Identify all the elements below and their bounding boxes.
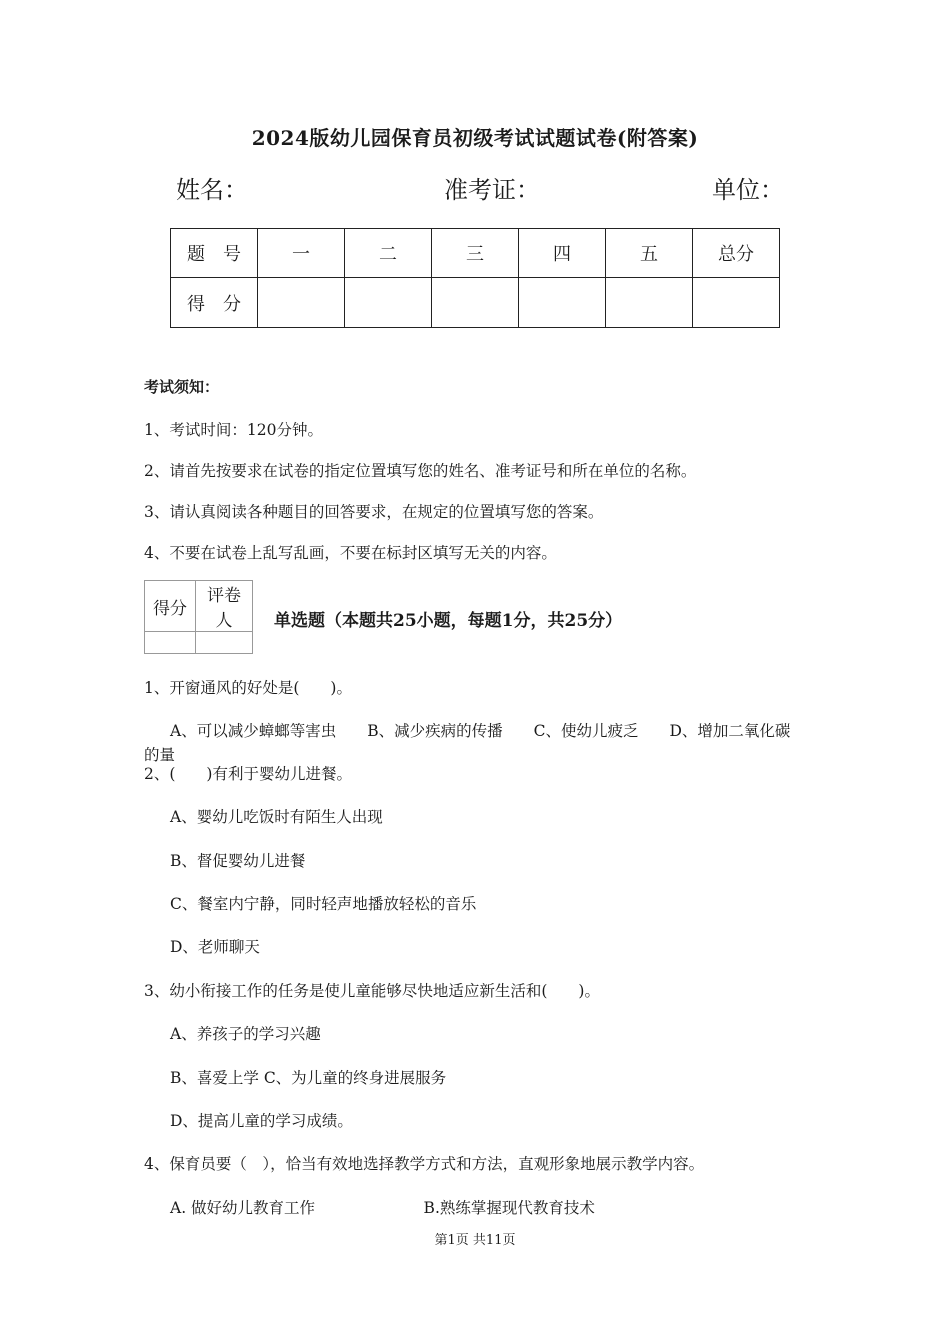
score-table-score-row <box>171 278 780 328</box>
question-1-options: A、可以减少蟑螂等害虫 B、减少疾病的传播 C、使幼儿疲乏 D、增加二氧化碳 <box>170 722 791 740</box>
question-3-option-bc: B、喜爱上学 C、为儿童的终身进展服务 <box>170 1069 447 1087</box>
score-row-label: 得 分 <box>171 278 258 328</box>
notice-item: 4、不要在试卷上乱写乱画，不要在标封区填写无关的内容。 <box>144 544 557 562</box>
score-cell[interactable] <box>345 278 432 328</box>
score-header-cell: 总分 <box>693 229 780 278</box>
notice-item: 3、请认真阅读各种题目的回答要求，在规定的位置填写您的答案。 <box>144 503 604 521</box>
score-header-cell: 四 <box>519 229 606 278</box>
score-header-cell: 二 <box>345 229 432 278</box>
score-cell[interactable] <box>693 278 780 328</box>
question-3-option-a: A、养孩子的学习兴趣 <box>170 1025 321 1043</box>
question-1-options-continued: 的量 <box>144 746 176 764</box>
question-3-stem: 3、幼小衔接工作的任务是使儿童能够尽快地适应新生活和( )。 <box>144 982 600 1000</box>
grader-box <box>144 580 253 654</box>
grader-score-cell[interactable] <box>145 632 196 654</box>
grader-score-label: 得分 <box>145 581 196 632</box>
score-cell[interactable] <box>432 278 519 328</box>
notice-item: 1、考试时间：120分钟。 <box>144 421 323 439</box>
page-footer: 第1页 共11页 <box>434 1233 516 1248</box>
question-2-option-c: C、餐室内宁静，同时轻声地播放轻松的音乐 <box>170 895 477 913</box>
question-2-stem: 2、( )有利于婴幼儿进餐。 <box>144 765 352 783</box>
question-2-option-b: B、督促婴幼儿进餐 <box>170 852 306 870</box>
question-2-option-a: A、婴幼儿吃饭时有陌生人出现 <box>170 808 383 826</box>
score-header-cell: 五 <box>606 229 693 278</box>
question-2-option-d: D、老师聊天 <box>170 938 260 956</box>
unit-field-label: 单位： <box>712 176 784 204</box>
score-header-cell: 三 <box>432 229 519 278</box>
score-cell[interactable] <box>258 278 345 328</box>
score-cell[interactable] <box>519 278 606 328</box>
score-header-cell: 题 号 <box>171 229 258 278</box>
grader-name-label: 评卷人 <box>196 581 253 632</box>
score-header-cell: 一 <box>258 229 345 278</box>
question-4-options: A. 做好幼儿教育工作 B.熟练掌握现代教育技术 <box>170 1199 595 1217</box>
ticket-number-field-label: 准考证： <box>444 176 540 204</box>
question-3-option-d: D、提高儿童的学习成绩。 <box>170 1112 353 1130</box>
notice-heading: 考试须知： <box>144 378 220 396</box>
notice-item: 2、请首先按要求在试卷的指定位置填写您的姓名、准考证号和所在单位的名称。 <box>144 462 697 480</box>
score-table-header-row <box>171 229 780 278</box>
section-title: 单选题（本题共25小题，每题1分，共25分） <box>274 611 623 631</box>
question-1-stem: 1、开窗通风的好处是( )。 <box>144 679 352 697</box>
name-field-label: 姓名： <box>176 176 248 204</box>
question-4-stem: 4、保育员要（ ），恰当有效地选择教学方式和方法，直观形象地展示教学内容。 <box>144 1155 705 1173</box>
score-cell[interactable] <box>606 278 693 328</box>
score-table <box>170 228 780 328</box>
page-title: 2024版幼儿园保育员初级考试试题试卷(附答案) <box>251 126 699 150</box>
grader-name-cell[interactable] <box>196 632 253 654</box>
